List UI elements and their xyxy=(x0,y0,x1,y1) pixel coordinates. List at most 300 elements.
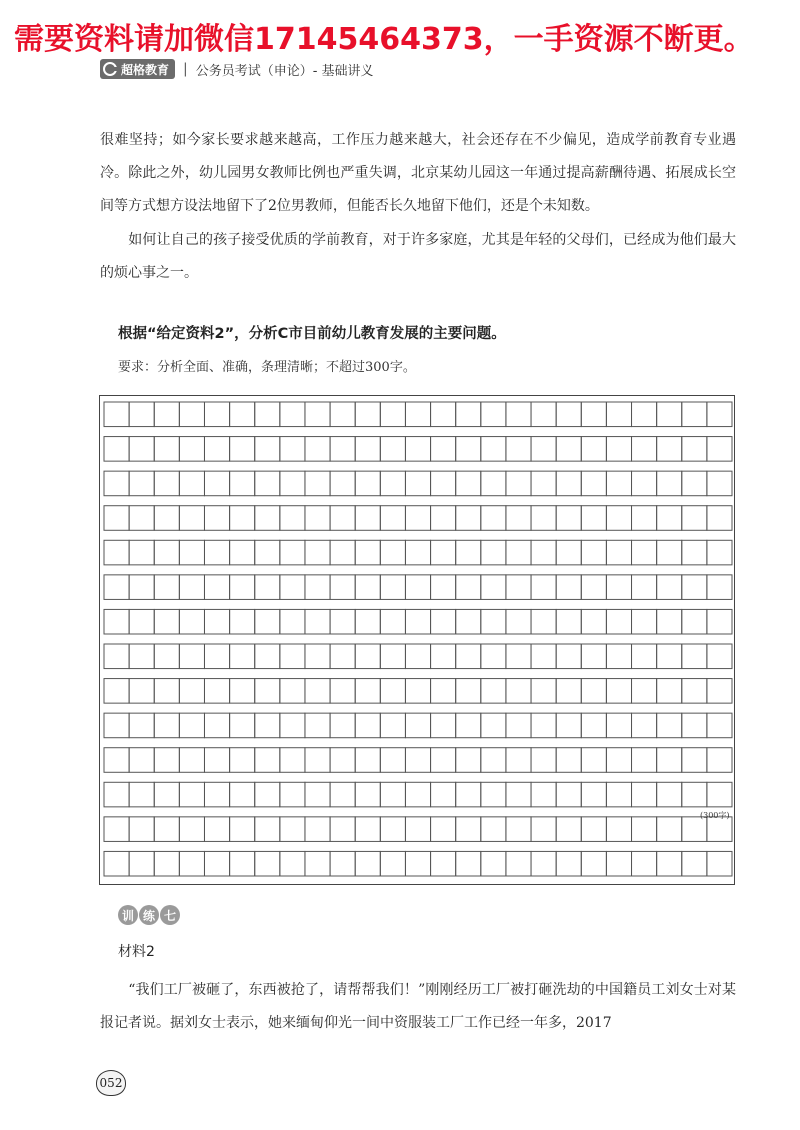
grid-cell[interactable] xyxy=(305,402,330,427)
grid-cell[interactable] xyxy=(104,782,129,807)
grid-cell[interactable] xyxy=(606,437,631,462)
grid-cell[interactable] xyxy=(104,540,129,565)
grid-cell[interactable] xyxy=(255,437,280,462)
grid-cell[interactable] xyxy=(405,437,430,462)
grid-cell[interactable] xyxy=(632,713,657,738)
grid-cell[interactable] xyxy=(305,471,330,496)
grid-cell[interactable] xyxy=(431,851,456,876)
grid-cell[interactable] xyxy=(129,402,154,427)
grid-cell[interactable] xyxy=(154,679,179,704)
grid-cell[interactable] xyxy=(380,851,405,876)
grid-cell[interactable] xyxy=(581,748,606,773)
grid-cell[interactable] xyxy=(431,575,456,600)
grid-cell[interactable] xyxy=(280,506,305,531)
grid-cell[interactable] xyxy=(280,782,305,807)
grid-cell[interactable] xyxy=(330,402,355,427)
grid-cell[interactable] xyxy=(431,817,456,842)
grid-cell[interactable] xyxy=(280,437,305,462)
grid-cell[interactable] xyxy=(556,471,581,496)
grid-cell[interactable] xyxy=(355,782,380,807)
grid-cell[interactable] xyxy=(632,679,657,704)
grid-cell[interactable] xyxy=(531,817,556,842)
grid-cell[interactable] xyxy=(154,575,179,600)
grid-cell[interactable] xyxy=(606,575,631,600)
grid-cell[interactable] xyxy=(380,437,405,462)
grid-cell[interactable] xyxy=(305,540,330,565)
grid-cell[interactable] xyxy=(179,402,204,427)
grid-cell[interactable] xyxy=(355,471,380,496)
grid-cell[interactable] xyxy=(606,506,631,531)
grid-cell[interactable] xyxy=(405,679,430,704)
grid-cell[interactable] xyxy=(129,540,154,565)
grid-cell[interactable] xyxy=(380,748,405,773)
grid-cell[interactable] xyxy=(204,748,229,773)
grid-cell[interactable] xyxy=(330,782,355,807)
grid-cell[interactable] xyxy=(355,402,380,427)
grid-cell[interactable] xyxy=(179,609,204,634)
grid-cell[interactable] xyxy=(682,506,707,531)
grid-cell[interactable] xyxy=(280,713,305,738)
grid-cell[interactable] xyxy=(431,540,456,565)
grid-cell[interactable] xyxy=(632,609,657,634)
grid-cell[interactable] xyxy=(305,851,330,876)
grid-cell[interactable] xyxy=(431,437,456,462)
grid-cell[interactable] xyxy=(380,609,405,634)
grid-cell[interactable] xyxy=(481,748,506,773)
grid-cell[interactable] xyxy=(606,713,631,738)
grid-cell[interactable] xyxy=(204,644,229,669)
grid-cell[interactable] xyxy=(405,851,430,876)
grid-cell[interactable] xyxy=(305,782,330,807)
grid-cell[interactable] xyxy=(506,575,531,600)
grid-cell[interactable] xyxy=(581,817,606,842)
grid-cell[interactable] xyxy=(280,471,305,496)
grid-cell[interactable] xyxy=(355,644,380,669)
grid-cell[interactable] xyxy=(129,506,154,531)
grid-cell[interactable] xyxy=(305,748,330,773)
grid-cell[interactable] xyxy=(657,748,682,773)
grid-cell[interactable] xyxy=(405,644,430,669)
grid-cell[interactable] xyxy=(255,713,280,738)
grid-cell[interactable] xyxy=(456,402,481,427)
grid-cell[interactable] xyxy=(481,782,506,807)
grid-cell[interactable] xyxy=(230,679,255,704)
grid-cell[interactable] xyxy=(104,817,129,842)
grid-cell[interactable] xyxy=(204,437,229,462)
grid-cell[interactable] xyxy=(280,609,305,634)
grid-cell[interactable] xyxy=(506,609,531,634)
grid-cell[interactable] xyxy=(179,540,204,565)
grid-cell[interactable] xyxy=(129,471,154,496)
grid-cell[interactable] xyxy=(707,471,732,496)
grid-cell[interactable] xyxy=(531,575,556,600)
grid-cell[interactable] xyxy=(456,748,481,773)
grid-cell[interactable] xyxy=(104,471,129,496)
grid-cell[interactable] xyxy=(405,575,430,600)
grid-cell[interactable] xyxy=(531,713,556,738)
grid-cell[interactable] xyxy=(581,609,606,634)
grid-cell[interactable] xyxy=(129,437,154,462)
grid-cell[interactable] xyxy=(255,644,280,669)
grid-cell[interactable] xyxy=(230,437,255,462)
grid-cell[interactable] xyxy=(154,748,179,773)
grid-cell[interactable] xyxy=(556,609,581,634)
grid-cell[interactable] xyxy=(330,748,355,773)
grid-cell[interactable] xyxy=(632,437,657,462)
grid-cell[interactable] xyxy=(581,679,606,704)
grid-cell[interactable] xyxy=(456,471,481,496)
grid-cell[interactable] xyxy=(556,851,581,876)
grid-cell[interactable] xyxy=(255,817,280,842)
grid-cell[interactable] xyxy=(456,851,481,876)
grid-cell[interactable] xyxy=(255,679,280,704)
grid-cell[interactable] xyxy=(305,644,330,669)
grid-cell[interactable] xyxy=(556,437,581,462)
grid-cell[interactable] xyxy=(280,851,305,876)
grid-cell[interactable] xyxy=(456,782,481,807)
grid-cell[interactable] xyxy=(280,575,305,600)
grid-cell[interactable] xyxy=(154,506,179,531)
grid-cell[interactable] xyxy=(657,506,682,531)
grid-cell[interactable] xyxy=(606,679,631,704)
grid-cell[interactable] xyxy=(255,540,280,565)
grid-cell[interactable] xyxy=(179,471,204,496)
grid-cell[interactable] xyxy=(355,713,380,738)
grid-cell[interactable] xyxy=(657,402,682,427)
grid-cell[interactable] xyxy=(556,644,581,669)
grid-cell[interactable] xyxy=(305,817,330,842)
grid-cell[interactable] xyxy=(154,437,179,462)
grid-cell[interactable] xyxy=(632,540,657,565)
grid-cell[interactable] xyxy=(179,506,204,531)
grid-cell[interactable] xyxy=(204,609,229,634)
grid-cell[interactable] xyxy=(380,540,405,565)
grid-cell[interactable] xyxy=(581,851,606,876)
grid-cell[interactable] xyxy=(682,471,707,496)
grid-cell[interactable] xyxy=(682,644,707,669)
grid-cell[interactable] xyxy=(707,575,732,600)
grid-cell[interactable] xyxy=(380,817,405,842)
grid-cell[interactable] xyxy=(255,609,280,634)
grid-cell[interactable] xyxy=(657,575,682,600)
grid-cell[interactable] xyxy=(405,817,430,842)
grid-cell[interactable] xyxy=(556,713,581,738)
grid-cell[interactable] xyxy=(204,679,229,704)
grid-cell[interactable] xyxy=(154,540,179,565)
grid-cell[interactable] xyxy=(606,644,631,669)
grid-cell[interactable] xyxy=(632,782,657,807)
grid-cell[interactable] xyxy=(129,851,154,876)
grid-cell[interactable] xyxy=(682,748,707,773)
grid-cell[interactable] xyxy=(531,506,556,531)
grid-cell[interactable] xyxy=(431,506,456,531)
grid-cell[interactable] xyxy=(179,817,204,842)
grid-cell[interactable] xyxy=(355,817,380,842)
grid-cell[interactable] xyxy=(531,851,556,876)
grid-cell[interactable] xyxy=(104,437,129,462)
grid-cell[interactable] xyxy=(330,713,355,738)
grid-cell[interactable] xyxy=(154,644,179,669)
grid-cell[interactable] xyxy=(531,540,556,565)
grid-cell[interactable] xyxy=(531,437,556,462)
grid-cell[interactable] xyxy=(230,575,255,600)
grid-cell[interactable] xyxy=(154,782,179,807)
grid-cell[interactable] xyxy=(104,402,129,427)
grid-cell[interactable] xyxy=(456,540,481,565)
grid-cell[interactable] xyxy=(456,575,481,600)
grid-cell[interactable] xyxy=(657,679,682,704)
grid-cell[interactable] xyxy=(531,402,556,427)
grid-cell[interactable] xyxy=(355,575,380,600)
grid-cell[interactable] xyxy=(581,644,606,669)
grid-cell[interactable] xyxy=(204,402,229,427)
grid-cell[interactable] xyxy=(556,748,581,773)
grid-cell[interactable] xyxy=(506,402,531,427)
grid-cell[interactable] xyxy=(707,609,732,634)
grid-cell[interactable] xyxy=(506,471,531,496)
grid-cell[interactable] xyxy=(255,575,280,600)
grid-cell[interactable] xyxy=(531,471,556,496)
grid-cell[interactable] xyxy=(707,851,732,876)
grid-cell[interactable] xyxy=(481,575,506,600)
grid-cell[interactable] xyxy=(204,471,229,496)
grid-cell[interactable] xyxy=(179,782,204,807)
grid-cell[interactable] xyxy=(682,851,707,876)
grid-cell[interactable] xyxy=(355,609,380,634)
grid-cell[interactable] xyxy=(531,782,556,807)
grid-cell[interactable] xyxy=(682,437,707,462)
grid-cell[interactable] xyxy=(632,817,657,842)
grid-cell[interactable] xyxy=(405,748,430,773)
grid-cell[interactable] xyxy=(305,713,330,738)
grid-cell[interactable] xyxy=(204,713,229,738)
grid-cell[interactable] xyxy=(707,437,732,462)
grid-cell[interactable] xyxy=(330,437,355,462)
grid-cell[interactable] xyxy=(481,540,506,565)
grid-cell[interactable] xyxy=(280,748,305,773)
grid-cell[interactable] xyxy=(405,609,430,634)
grid-cell[interactable] xyxy=(606,402,631,427)
grid-cell[interactable] xyxy=(380,679,405,704)
grid-cell[interactable] xyxy=(606,609,631,634)
grid-cell[interactable] xyxy=(506,437,531,462)
grid-cell[interactable] xyxy=(556,679,581,704)
grid-cell[interactable] xyxy=(104,575,129,600)
grid-cell[interactable] xyxy=(255,782,280,807)
grid-cell[interactable] xyxy=(305,575,330,600)
grid-cell[interactable] xyxy=(581,540,606,565)
grid-cell[interactable] xyxy=(380,713,405,738)
grid-cell[interactable] xyxy=(204,540,229,565)
grid-cell[interactable] xyxy=(707,713,732,738)
grid-cell[interactable] xyxy=(682,713,707,738)
grid-cell[interactable] xyxy=(556,402,581,427)
grid-cell[interactable] xyxy=(405,540,430,565)
grid-cell[interactable] xyxy=(154,609,179,634)
grid-cell[interactable] xyxy=(456,609,481,634)
grid-cell[interactable] xyxy=(154,402,179,427)
grid-cell[interactable] xyxy=(380,471,405,496)
grid-cell[interactable] xyxy=(707,506,732,531)
grid-cell[interactable] xyxy=(506,817,531,842)
grid-cell[interactable] xyxy=(230,748,255,773)
grid-cell[interactable] xyxy=(380,575,405,600)
grid-cell[interactable] xyxy=(255,471,280,496)
grid-cell[interactable] xyxy=(632,402,657,427)
grid-cell[interactable] xyxy=(707,679,732,704)
grid-cell[interactable] xyxy=(506,748,531,773)
grid-cell[interactable] xyxy=(179,437,204,462)
grid-cell[interactable] xyxy=(255,748,280,773)
grid-cell[interactable] xyxy=(556,817,581,842)
grid-cell[interactable] xyxy=(154,471,179,496)
grid-cell[interactable] xyxy=(632,644,657,669)
grid-cell[interactable] xyxy=(380,506,405,531)
grid-cell[interactable] xyxy=(506,506,531,531)
grid-cell[interactable] xyxy=(657,437,682,462)
grid-cell[interactable] xyxy=(431,644,456,669)
grid-cell[interactable] xyxy=(481,851,506,876)
grid-cell[interactable] xyxy=(456,679,481,704)
grid-cell[interactable] xyxy=(481,713,506,738)
grid-cell[interactable] xyxy=(230,782,255,807)
grid-cell[interactable] xyxy=(556,506,581,531)
grid-cell[interactable] xyxy=(632,851,657,876)
grid-cell[interactable] xyxy=(531,679,556,704)
grid-cell[interactable] xyxy=(355,679,380,704)
grid-cell[interactable] xyxy=(707,748,732,773)
grid-cell[interactable] xyxy=(481,817,506,842)
grid-cell[interactable] xyxy=(179,748,204,773)
grid-cell[interactable] xyxy=(456,817,481,842)
grid-cell[interactable] xyxy=(305,437,330,462)
grid-cell[interactable] xyxy=(230,471,255,496)
grid-cell[interactable] xyxy=(506,540,531,565)
grid-cell[interactable] xyxy=(657,851,682,876)
grid-cell[interactable] xyxy=(330,851,355,876)
grid-cell[interactable] xyxy=(204,817,229,842)
grid-cell[interactable] xyxy=(682,609,707,634)
grid-cell[interactable] xyxy=(506,679,531,704)
grid-cell[interactable] xyxy=(355,748,380,773)
grid-cell[interactable] xyxy=(632,506,657,531)
grid-cell[interactable] xyxy=(606,540,631,565)
grid-cell[interactable] xyxy=(431,748,456,773)
grid-cell[interactable] xyxy=(204,851,229,876)
grid-cell[interactable] xyxy=(657,609,682,634)
grid-cell[interactable] xyxy=(154,713,179,738)
grid-cell[interactable] xyxy=(129,817,154,842)
grid-cell[interactable] xyxy=(405,471,430,496)
grid-cell[interactable] xyxy=(179,713,204,738)
grid-cell[interactable] xyxy=(481,437,506,462)
grid-cell[interactable] xyxy=(481,679,506,704)
grid-cell[interactable] xyxy=(179,644,204,669)
grid-cell[interactable] xyxy=(606,817,631,842)
grid-cell[interactable] xyxy=(682,540,707,565)
grid-cell[interactable] xyxy=(230,540,255,565)
answer-grid-box[interactable] xyxy=(99,395,735,885)
grid-cell[interactable] xyxy=(431,471,456,496)
grid-cell[interactable] xyxy=(431,713,456,738)
grid-cell[interactable] xyxy=(129,644,154,669)
grid-cell[interactable] xyxy=(481,506,506,531)
grid-cell[interactable] xyxy=(305,506,330,531)
grid-cell[interactable] xyxy=(481,609,506,634)
grid-cell[interactable] xyxy=(330,609,355,634)
grid-cell[interactable] xyxy=(179,575,204,600)
grid-cell[interactable] xyxy=(431,609,456,634)
grid-cell[interactable] xyxy=(305,679,330,704)
grid-cell[interactable] xyxy=(230,402,255,427)
grid-cell[interactable] xyxy=(632,748,657,773)
grid-cell[interactable] xyxy=(481,644,506,669)
grid-cell[interactable] xyxy=(581,437,606,462)
answer-grid[interactable] xyxy=(100,396,736,886)
grid-cell[interactable] xyxy=(581,471,606,496)
grid-cell[interactable] xyxy=(280,679,305,704)
grid-cell[interactable] xyxy=(606,782,631,807)
grid-cell[interactable] xyxy=(481,402,506,427)
grid-cell[interactable] xyxy=(380,644,405,669)
grid-cell[interactable] xyxy=(280,540,305,565)
grid-cell[interactable] xyxy=(405,713,430,738)
grid-cell[interactable] xyxy=(581,402,606,427)
grid-cell[interactable] xyxy=(456,506,481,531)
grid-cell[interactable] xyxy=(230,609,255,634)
grid-cell[interactable] xyxy=(129,679,154,704)
grid-cell[interactable] xyxy=(204,506,229,531)
grid-cell[interactable] xyxy=(531,748,556,773)
grid-cell[interactable] xyxy=(657,471,682,496)
grid-cell[interactable] xyxy=(129,782,154,807)
grid-cell[interactable] xyxy=(632,575,657,600)
grid-cell[interactable] xyxy=(255,506,280,531)
grid-cell[interactable] xyxy=(330,644,355,669)
grid-cell[interactable] xyxy=(355,540,380,565)
grid-cell[interactable] xyxy=(556,782,581,807)
grid-cell[interactable] xyxy=(204,575,229,600)
grid-cell[interactable] xyxy=(129,748,154,773)
grid-cell[interactable] xyxy=(104,644,129,669)
grid-cell[interactable] xyxy=(506,713,531,738)
grid-cell[interactable] xyxy=(129,713,154,738)
grid-cell[interactable] xyxy=(330,817,355,842)
grid-cell[interactable] xyxy=(230,506,255,531)
grid-cell[interactable] xyxy=(154,851,179,876)
grid-cell[interactable] xyxy=(431,402,456,427)
grid-cell[interactable] xyxy=(104,609,129,634)
grid-cell[interactable] xyxy=(531,644,556,669)
grid-cell[interactable] xyxy=(556,575,581,600)
grid-cell[interactable] xyxy=(104,748,129,773)
grid-cell[interactable] xyxy=(230,817,255,842)
grid-cell[interactable] xyxy=(380,402,405,427)
grid-cell[interactable] xyxy=(606,748,631,773)
grid-cell[interactable] xyxy=(305,609,330,634)
grid-cell[interactable] xyxy=(280,644,305,669)
grid-cell[interactable] xyxy=(632,471,657,496)
grid-cell[interactable] xyxy=(280,817,305,842)
grid-cell[interactable] xyxy=(405,782,430,807)
grid-cell[interactable] xyxy=(104,679,129,704)
grid-cell[interactable] xyxy=(330,679,355,704)
grid-cell[interactable] xyxy=(581,782,606,807)
grid-cell[interactable] xyxy=(330,471,355,496)
grid-cell[interactable] xyxy=(380,782,405,807)
grid-cell[interactable] xyxy=(682,575,707,600)
grid-cell[interactable] xyxy=(129,609,154,634)
